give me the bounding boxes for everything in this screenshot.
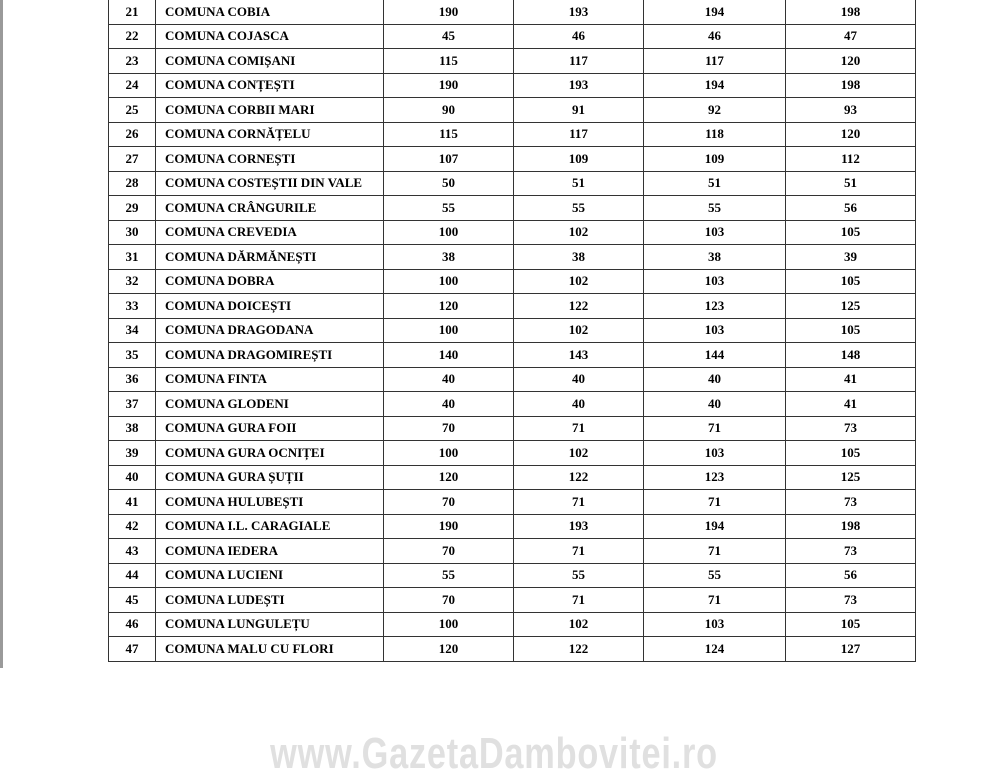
table-row	[109, 147, 916, 172]
value-col-4-cell: 56	[786, 563, 916, 588]
table-row	[109, 0, 916, 24]
value-col-2-cell: 55	[514, 196, 644, 221]
value-col-3-cell: 123	[644, 294, 786, 319]
value-col-1-cell: 45	[384, 24, 514, 49]
value-col-2-cell: 102	[514, 612, 644, 637]
locality-name-cell: COMUNA DOICEȘTI	[156, 294, 384, 319]
value-col-2-cell: 46	[514, 24, 644, 49]
value-col-3-cell: 194	[644, 0, 786, 24]
watermark-text: www.GazetaDambovitei.ro	[270, 729, 718, 778]
value-col-1-cell: 70	[384, 490, 514, 515]
value-col-3-cell: 103	[644, 612, 786, 637]
row-number-cell: 42	[109, 514, 156, 539]
locality-name-cell: COMUNA DOBRA	[156, 269, 384, 294]
row-number-cell: 45	[109, 588, 156, 613]
value-col-3-cell: 118	[644, 122, 786, 147]
value-col-4-cell: 105	[786, 269, 916, 294]
table-row	[109, 122, 916, 147]
value-col-4-cell: 105	[786, 318, 916, 343]
value-col-2-cell: 71	[514, 490, 644, 515]
row-number-cell: 32	[109, 269, 156, 294]
value-col-3-cell: 124	[644, 637, 786, 662]
value-col-1-cell: 70	[384, 416, 514, 441]
row-number-cell: 33	[109, 294, 156, 319]
row-number-cell: 36	[109, 367, 156, 392]
value-col-4-cell: 125	[786, 294, 916, 319]
value-col-2-cell: 193	[514, 514, 644, 539]
value-col-3-cell: 71	[644, 539, 786, 564]
row-number-cell: 30	[109, 220, 156, 245]
value-col-1-cell: 190	[384, 514, 514, 539]
locality-name-cell: COMUNA CRÂNGURILE	[156, 196, 384, 221]
row-number-cell: 26	[109, 122, 156, 147]
value-col-2-cell: 102	[514, 318, 644, 343]
localities-table	[108, 0, 916, 662]
value-col-2-cell: 193	[514, 0, 644, 24]
value-col-3-cell: 117	[644, 49, 786, 74]
value-col-4-cell: 105	[786, 220, 916, 245]
table-row	[109, 514, 916, 539]
row-number-cell: 35	[109, 343, 156, 368]
locality-name-cell: COMUNA IEDERA	[156, 539, 384, 564]
value-col-3-cell: 103	[644, 318, 786, 343]
value-col-4-cell: 105	[786, 441, 916, 466]
value-col-4-cell: 51	[786, 171, 916, 196]
table-row	[109, 563, 916, 588]
locality-name-cell: COMUNA HULUBEȘTI	[156, 490, 384, 515]
value-col-2-cell: 91	[514, 98, 644, 123]
value-col-1-cell: 100	[384, 220, 514, 245]
value-col-1-cell: 100	[384, 318, 514, 343]
value-col-4-cell: 39	[786, 245, 916, 270]
locality-name-cell: COMUNA COBIA	[156, 0, 384, 24]
value-col-1-cell: 190	[384, 0, 514, 24]
row-number-cell: 24	[109, 73, 156, 98]
locality-name-cell: COMUNA DĂRMĂNEȘTI	[156, 245, 384, 270]
value-col-4-cell: 56	[786, 196, 916, 221]
table-row	[109, 612, 916, 637]
value-col-1-cell: 120	[384, 637, 514, 662]
row-number-cell: 38	[109, 416, 156, 441]
row-number-cell: 39	[109, 441, 156, 466]
value-col-1-cell: 120	[384, 465, 514, 490]
row-number-cell: 44	[109, 563, 156, 588]
row-number-cell: 41	[109, 490, 156, 515]
locality-name-cell: COMUNA I.L. CARAGIALE	[156, 514, 384, 539]
value-col-1-cell: 120	[384, 294, 514, 319]
value-col-3-cell: 103	[644, 441, 786, 466]
value-col-4-cell: 93	[786, 98, 916, 123]
value-col-3-cell: 71	[644, 416, 786, 441]
table-row	[109, 343, 916, 368]
value-col-1-cell: 70	[384, 539, 514, 564]
value-col-1-cell: 100	[384, 269, 514, 294]
table-body	[109, 0, 916, 661]
table-row	[109, 73, 916, 98]
table-row	[109, 49, 916, 74]
row-number-cell: 21	[109, 0, 156, 24]
value-col-2-cell: 71	[514, 539, 644, 564]
value-col-3-cell: 40	[644, 392, 786, 417]
value-col-2-cell: 40	[514, 392, 644, 417]
value-col-4-cell: 73	[786, 539, 916, 564]
row-number-cell: 47	[109, 637, 156, 662]
row-number-cell: 43	[109, 539, 156, 564]
value-col-3-cell: 109	[644, 147, 786, 172]
value-col-4-cell: 125	[786, 465, 916, 490]
value-col-4-cell: 120	[786, 122, 916, 147]
value-col-4-cell: 198	[786, 73, 916, 98]
row-number-cell: 28	[109, 171, 156, 196]
locality-name-cell: COMUNA MALU CU FLORI	[156, 637, 384, 662]
table-row	[109, 539, 916, 564]
locality-name-cell: COMUNA CORNĂȚELU	[156, 122, 384, 147]
row-number-cell: 29	[109, 196, 156, 221]
locality-name-cell: COMUNA CREVEDIA	[156, 220, 384, 245]
value-col-3-cell: 103	[644, 269, 786, 294]
value-col-2-cell: 109	[514, 147, 644, 172]
value-col-4-cell: 198	[786, 0, 916, 24]
row-number-cell: 25	[109, 98, 156, 123]
table-row	[109, 98, 916, 123]
table-row	[109, 637, 916, 662]
locality-name-cell: COMUNA GURA ȘUȚII	[156, 465, 384, 490]
row-number-cell: 27	[109, 147, 156, 172]
value-col-4-cell: 41	[786, 392, 916, 417]
value-col-4-cell: 120	[786, 49, 916, 74]
value-col-4-cell: 127	[786, 637, 916, 662]
value-col-3-cell: 51	[644, 171, 786, 196]
locality-name-cell: COMUNA CORNEȘTI	[156, 147, 384, 172]
table-row	[109, 490, 916, 515]
locality-name-cell: COMUNA LUCIENI	[156, 563, 384, 588]
value-col-1-cell: 40	[384, 367, 514, 392]
value-col-2-cell: 117	[514, 122, 644, 147]
value-col-4-cell: 47	[786, 24, 916, 49]
locality-name-cell: COMUNA COSTEȘTII DIN VALE	[156, 171, 384, 196]
row-number-cell: 23	[109, 49, 156, 74]
value-col-3-cell: 71	[644, 588, 786, 613]
row-number-cell: 34	[109, 318, 156, 343]
locality-name-cell: COMUNA CONȚEȘTI	[156, 73, 384, 98]
value-col-2-cell: 71	[514, 416, 644, 441]
value-col-4-cell: 148	[786, 343, 916, 368]
value-col-2-cell: 102	[514, 441, 644, 466]
value-col-2-cell: 40	[514, 367, 644, 392]
row-number-cell: 40	[109, 465, 156, 490]
value-col-1-cell: 50	[384, 171, 514, 196]
value-col-1-cell: 107	[384, 147, 514, 172]
value-col-2-cell: 143	[514, 343, 644, 368]
value-col-3-cell: 92	[644, 98, 786, 123]
table-row	[109, 465, 916, 490]
value-col-3-cell: 194	[644, 73, 786, 98]
value-col-1-cell: 100	[384, 612, 514, 637]
document-table-container	[108, 0, 916, 662]
page-edge-bar	[0, 0, 3, 668]
locality-name-cell: COMUNA CORBII MARI	[156, 98, 384, 123]
value-col-3-cell: 55	[644, 196, 786, 221]
value-col-3-cell: 123	[644, 465, 786, 490]
value-col-3-cell: 46	[644, 24, 786, 49]
value-col-1-cell: 90	[384, 98, 514, 123]
locality-name-cell: COMUNA COMIȘANI	[156, 49, 384, 74]
locality-name-cell: COMUNA LUDEȘTI	[156, 588, 384, 613]
table-row	[109, 196, 916, 221]
value-col-3-cell: 38	[644, 245, 786, 270]
value-col-1-cell: 70	[384, 588, 514, 613]
value-col-1-cell: 115	[384, 122, 514, 147]
locality-name-cell: COMUNA FINTA	[156, 367, 384, 392]
table-row	[109, 588, 916, 613]
value-col-1-cell: 190	[384, 73, 514, 98]
value-col-1-cell: 40	[384, 392, 514, 417]
value-col-4-cell: 198	[786, 514, 916, 539]
value-col-2-cell: 102	[514, 220, 644, 245]
table-row	[109, 367, 916, 392]
value-col-3-cell: 103	[644, 220, 786, 245]
value-col-2-cell: 122	[514, 637, 644, 662]
table-row	[109, 416, 916, 441]
value-col-2-cell: 55	[514, 563, 644, 588]
value-col-3-cell: 55	[644, 563, 786, 588]
value-col-2-cell: 38	[514, 245, 644, 270]
value-col-2-cell: 51	[514, 171, 644, 196]
value-col-1-cell: 140	[384, 343, 514, 368]
table-row	[109, 269, 916, 294]
value-col-3-cell: 144	[644, 343, 786, 368]
row-number-cell: 46	[109, 612, 156, 637]
value-col-3-cell: 71	[644, 490, 786, 515]
value-col-4-cell: 112	[786, 147, 916, 172]
value-col-2-cell: 102	[514, 269, 644, 294]
locality-name-cell: COMUNA COJASCA	[156, 24, 384, 49]
locality-name-cell: COMUNA DRAGODANA	[156, 318, 384, 343]
value-col-1-cell: 55	[384, 563, 514, 588]
locality-name-cell: COMUNA GURA FOII	[156, 416, 384, 441]
table-row	[109, 171, 916, 196]
table-row	[109, 441, 916, 466]
value-col-1-cell: 38	[384, 245, 514, 270]
row-number-cell: 22	[109, 24, 156, 49]
value-col-2-cell: 122	[514, 465, 644, 490]
table-row	[109, 220, 916, 245]
value-col-4-cell: 105	[786, 612, 916, 637]
value-col-4-cell: 41	[786, 367, 916, 392]
value-col-4-cell: 73	[786, 490, 916, 515]
row-number-cell: 37	[109, 392, 156, 417]
value-col-2-cell: 122	[514, 294, 644, 319]
locality-name-cell: COMUNA GURA OCNIȚEI	[156, 441, 384, 466]
locality-name-cell: COMUNA DRAGOMIREȘTI	[156, 343, 384, 368]
value-col-2-cell: 193	[514, 73, 644, 98]
table-row	[109, 294, 916, 319]
table-row	[109, 318, 916, 343]
value-col-1-cell: 55	[384, 196, 514, 221]
table-row	[109, 24, 916, 49]
value-col-4-cell: 73	[786, 588, 916, 613]
value-col-3-cell: 194	[644, 514, 786, 539]
locality-name-cell: COMUNA LUNGULEȚU	[156, 612, 384, 637]
value-col-3-cell: 40	[644, 367, 786, 392]
value-col-4-cell: 73	[786, 416, 916, 441]
table-row	[109, 245, 916, 270]
value-col-2-cell: 71	[514, 588, 644, 613]
value-col-1-cell: 100	[384, 441, 514, 466]
row-number-cell: 31	[109, 245, 156, 270]
value-col-2-cell: 117	[514, 49, 644, 74]
value-col-1-cell: 115	[384, 49, 514, 74]
table-row	[109, 392, 916, 417]
locality-name-cell: COMUNA GLODENI	[156, 392, 384, 417]
